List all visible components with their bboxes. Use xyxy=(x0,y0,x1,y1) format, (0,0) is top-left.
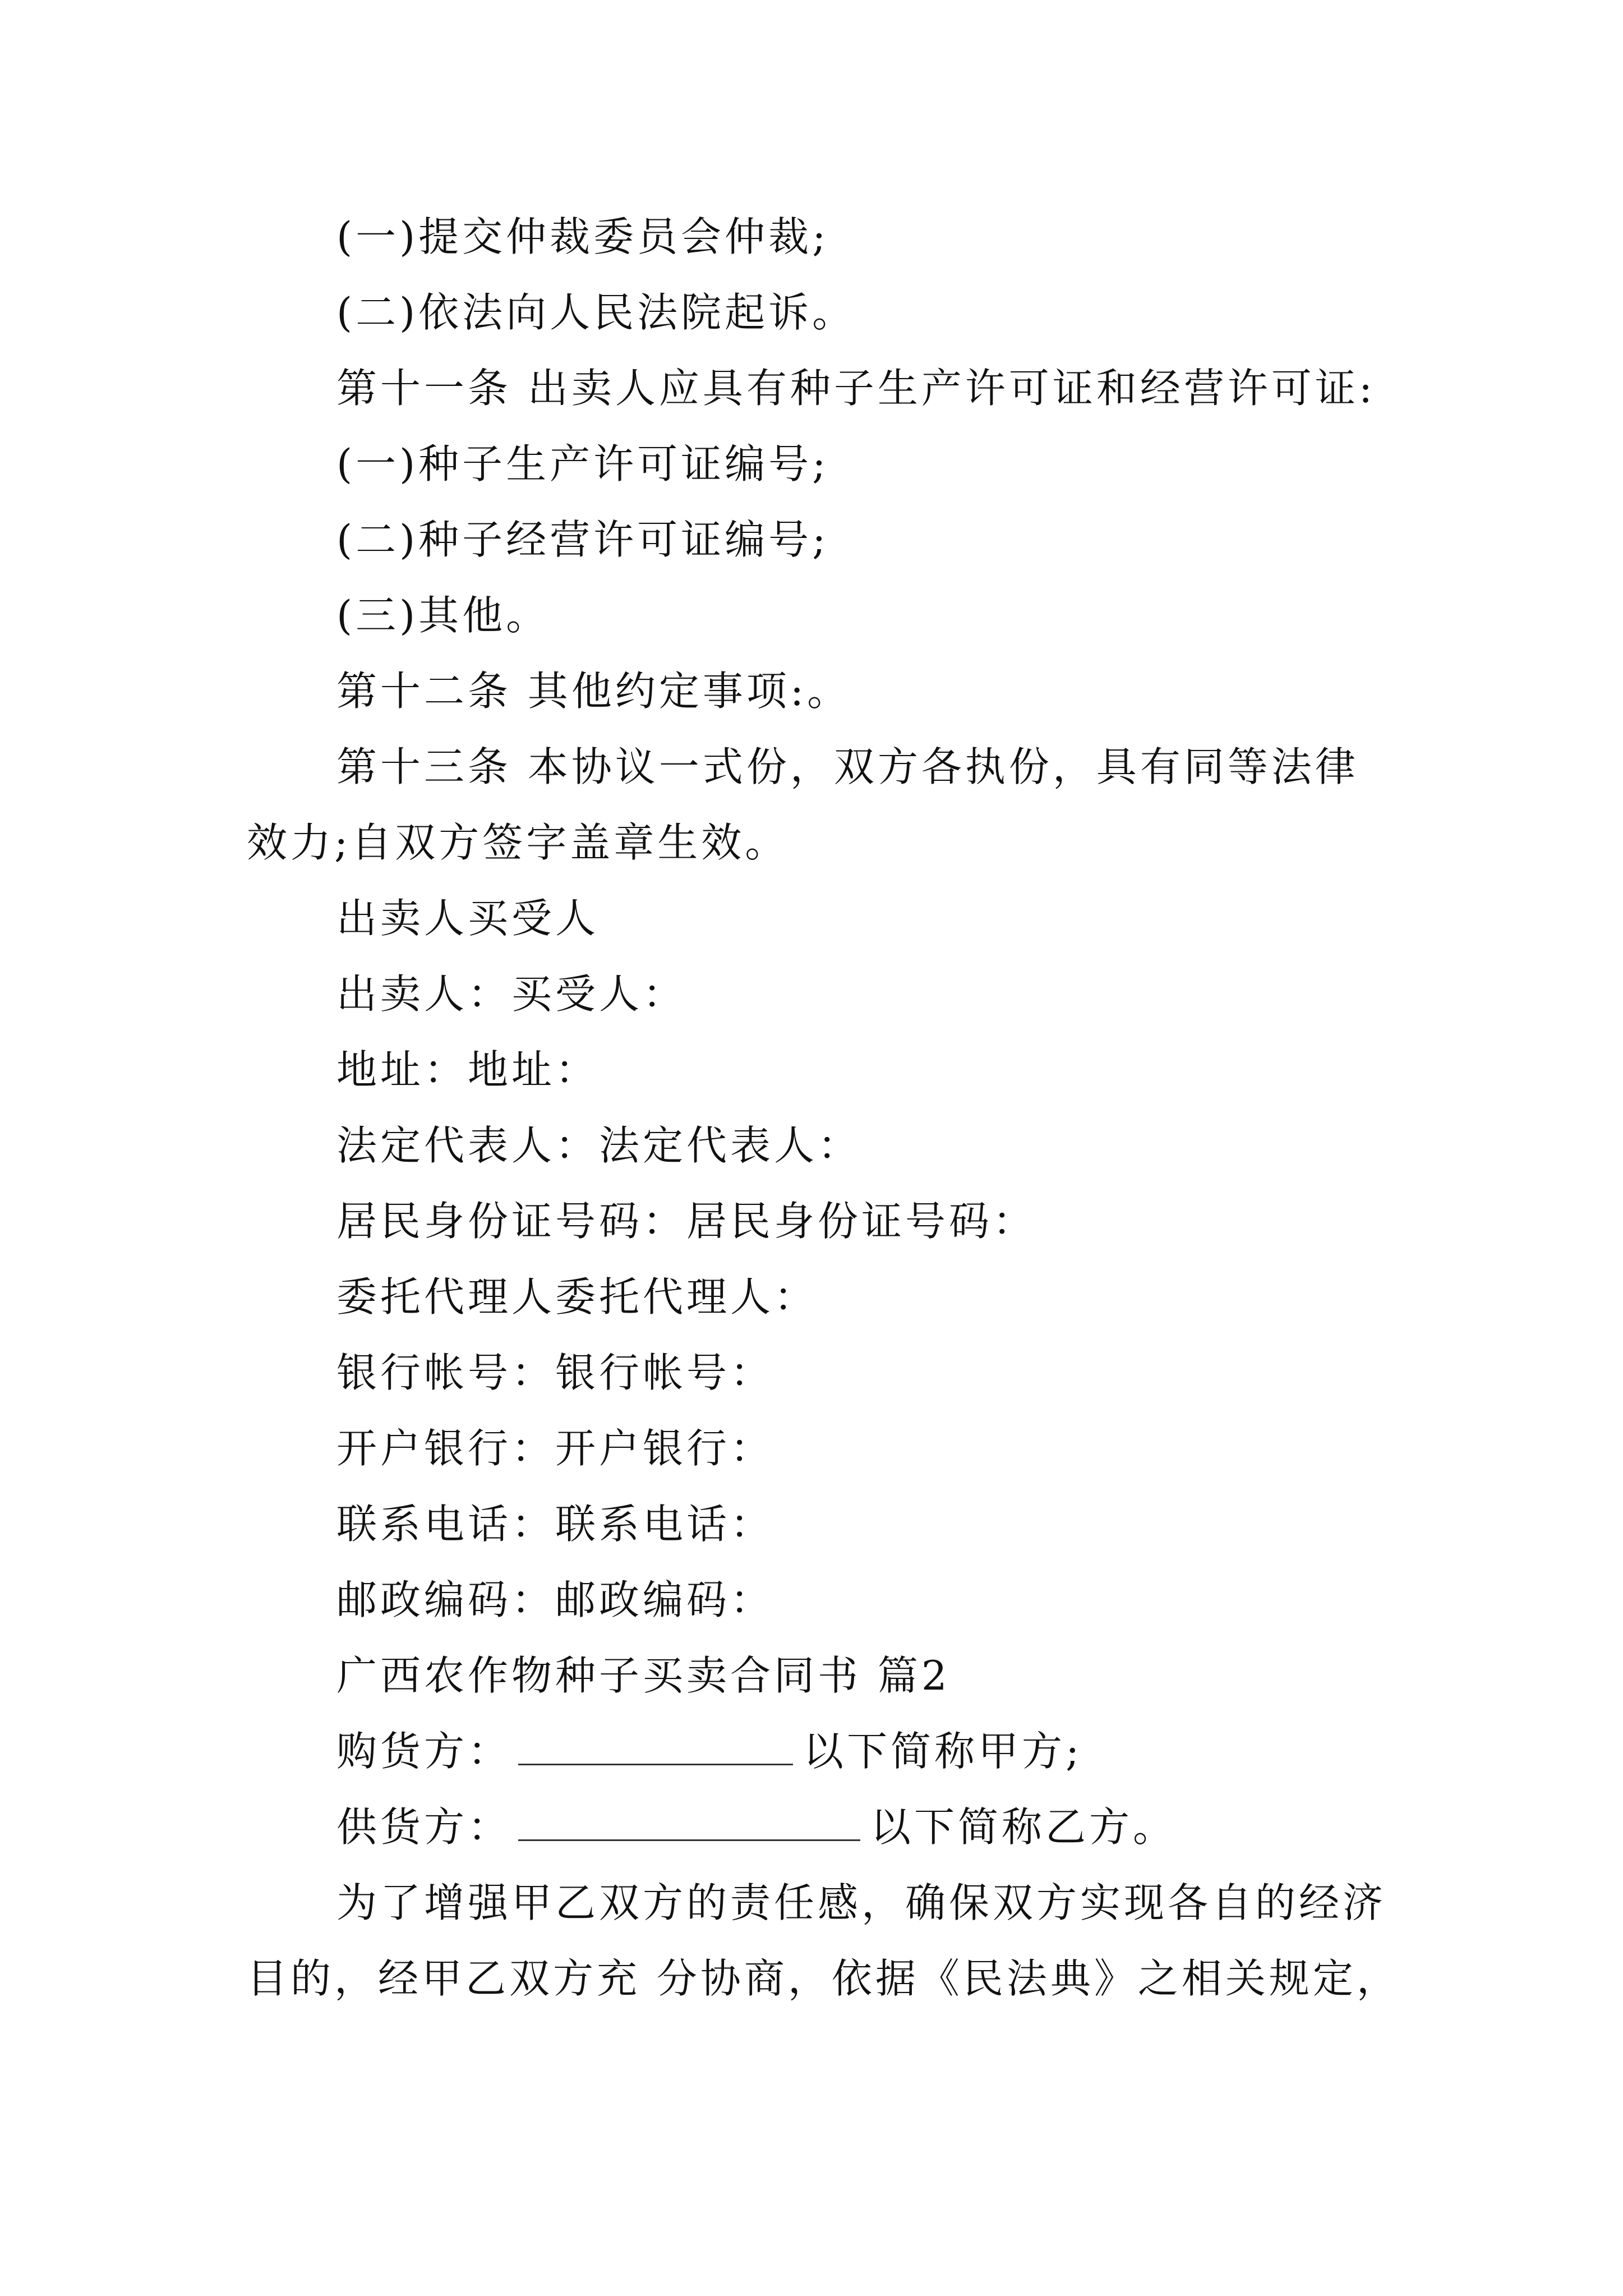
purpose-paragraph-continued: 目的，经甲乙双方充 分协商，依据《民法典》之相关规定， xyxy=(247,1955,1400,2002)
clause-item-arbitration: (一)提交仲裁委员会仲裁; xyxy=(336,213,829,260)
agent-field: 委托代理人委托代理人： xyxy=(336,1273,818,1320)
buyer-label: 购货方： xyxy=(336,1728,512,1775)
article-thirteen-continued: 效力;自双方签字盖章生效。 xyxy=(247,819,789,866)
postal-code-field: 邮政编码：邮政编码： xyxy=(336,1576,774,1623)
buyer-suffix: 以下简称甲方; xyxy=(803,1728,1083,1775)
buyer-line xyxy=(336,1727,1082,1776)
supplier-suffix: 以下简称乙方。 xyxy=(870,1803,1177,1851)
clause-item-production-license: (一)种子生产许可证编号; xyxy=(336,440,829,487)
signature-header: 出卖人买受人 xyxy=(336,895,600,942)
supplier-label: 供货方： xyxy=(336,1803,512,1851)
clause-item-business-license: (二)种子经营许可证编号; xyxy=(336,516,829,563)
phone-field: 联系电话：联系电话： xyxy=(336,1501,774,1548)
id-number-field: 居民身份证号码：居民身份证号码： xyxy=(336,1198,1037,1245)
article-twelve: 第十二条 其他约定事项:。 xyxy=(336,668,851,715)
bank-name-field: 开户银行：开户银行： xyxy=(336,1425,774,1472)
purpose-paragraph: 为了增强甲乙双方的责任感，确保双方实现各自的经济 xyxy=(336,1879,1387,1926)
bank-account-field: 银行帐号：银行帐号： xyxy=(336,1349,774,1396)
address-field: 地址：地址： xyxy=(336,1046,600,1093)
supplier-line xyxy=(336,1802,1177,1852)
seller-buyer-field: 出卖人：买受人： xyxy=(336,970,687,1018)
article-thirteen: 第十三条 本协议一式份，双方各执份，具有同等法律 xyxy=(336,743,1359,790)
section-title-part-2: 广西农作物种子买卖合同书 篇2 xyxy=(336,1652,951,1699)
buyer-blank xyxy=(518,1730,793,1765)
clause-item-other: (三)其他。 xyxy=(336,592,550,639)
legal-representative-field: 法定代表人：法定代表人： xyxy=(336,1122,862,1169)
supplier-blank xyxy=(518,1806,860,1841)
clause-item-lawsuit: (二)依法向人民法院起诉。 xyxy=(336,289,856,336)
article-eleven: 第十一条 出卖人应具有种子生产许可证和经营许可证: xyxy=(336,365,1376,412)
